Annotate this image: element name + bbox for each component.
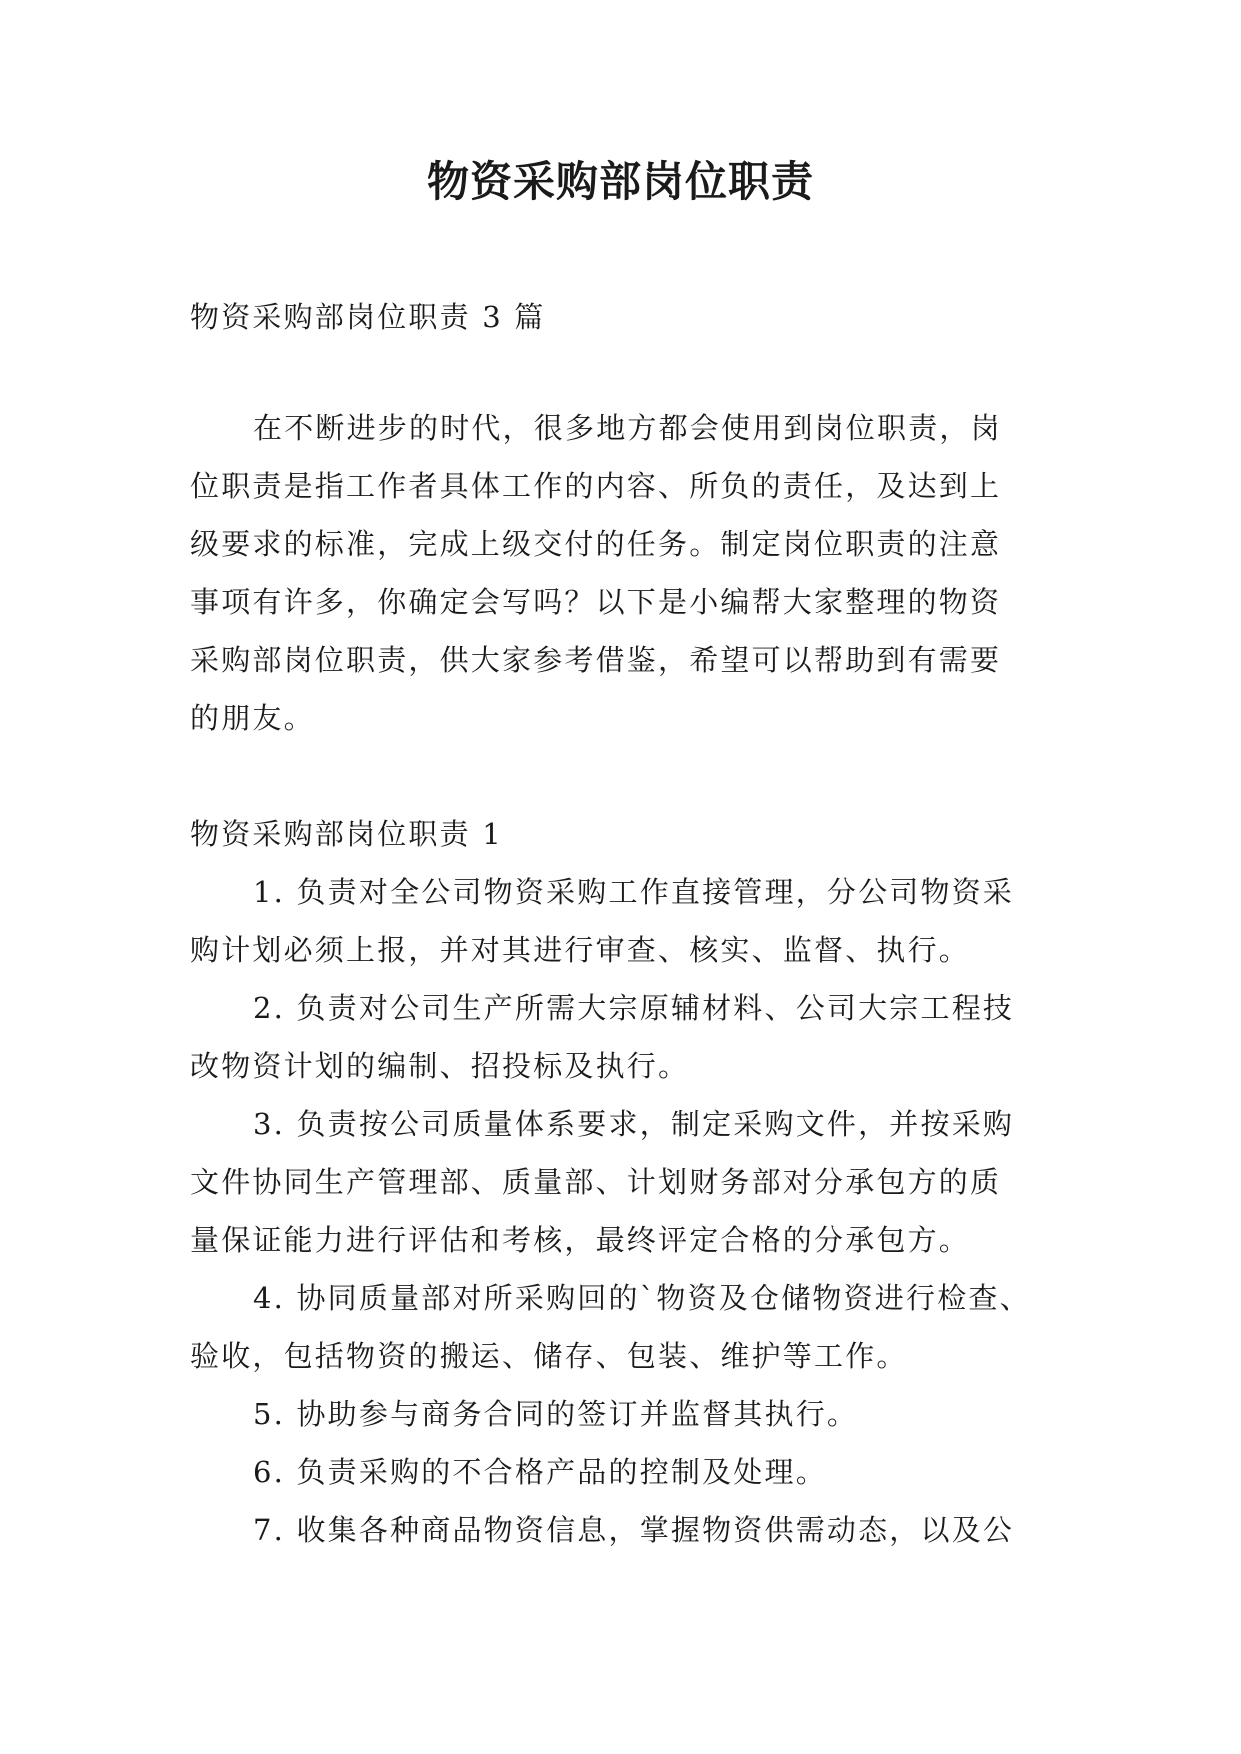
intro-line: 位职责是指工作者具体工作的内容、所负的责任，及达到上 [190, 469, 1002, 503]
duty-item-3 [190, 1095, 1050, 1269]
intro-line: 事项有许多，你确定会写吗？以下是小编帮大家整理的物资 [190, 585, 1002, 619]
intro-line: 采购部岗位职责，供大家参考借鉴，希望可以帮助到有需要 [190, 643, 1002, 677]
intro-line: 在不断进步的时代，很多地方都会使用到岗位职责，岗 [253, 411, 1002, 445]
duty-line: 6. 负责采购的不合格产品的控制及处理。 [253, 1455, 827, 1489]
document-title: 物资采购部岗位职责 [426, 157, 814, 206]
duty-line: 2. 负责对公司生产所需大宗原辅材料、公司大宗工程技 [253, 991, 1015, 1025]
duty-item-6 [190, 1443, 1050, 1501]
document-subtitle: 物资采购部岗位职责 3 篇 [190, 300, 546, 334]
intro-line: 级要求的标准，完成上级交付的任务。制定岗位职责的注意 [190, 527, 1002, 561]
duty-item-5 [190, 1385, 1050, 1443]
duty-item-7 [190, 1501, 1050, 1559]
duty-line: 4. 协同质量部对所采购回的`物资及仓储物资进行检查、 [253, 1281, 1031, 1315]
duty-item-1 [190, 863, 1050, 979]
duty-line: 1. 负责对全公司物资采购工作直接管理，分公司物资采 [253, 875, 1015, 909]
duty-line: 7. 收集各种商品物资信息，掌握物资供需动态，以及公 [253, 1513, 1015, 1547]
duty-line: 购计划必须上报，并对其进行审查、核实、监督、执行。 [190, 933, 971, 967]
duty-item-2 [190, 979, 1050, 1095]
duty-line: 5. 协助参与商务合同的签订并监督其执行。 [253, 1397, 859, 1431]
section-heading: 物资采购部岗位职责 1 [190, 817, 503, 851]
duty-line: 3. 负责按公司质量体系要求，制定采购文件，并按采购 [253, 1107, 1015, 1141]
duty-line: 量保证能力进行评估和考核，最终评定合格的分承包方。 [190, 1223, 971, 1257]
duty-line: 验收，包括物资的搬运、储存、包装、维护等工作。 [190, 1339, 908, 1373]
document-body [190, 288, 1050, 1559]
duty-line: 文件协同生产管理部、质量部、计划财务部对分承包方的质 [190, 1165, 1002, 1199]
duty-item-4 [190, 1269, 1050, 1385]
intro-line: 的朋友。 [190, 701, 315, 735]
intro-paragraph [190, 399, 1050, 747]
duty-line: 改物资计划的编制、招投标及执行。 [190, 1049, 690, 1083]
